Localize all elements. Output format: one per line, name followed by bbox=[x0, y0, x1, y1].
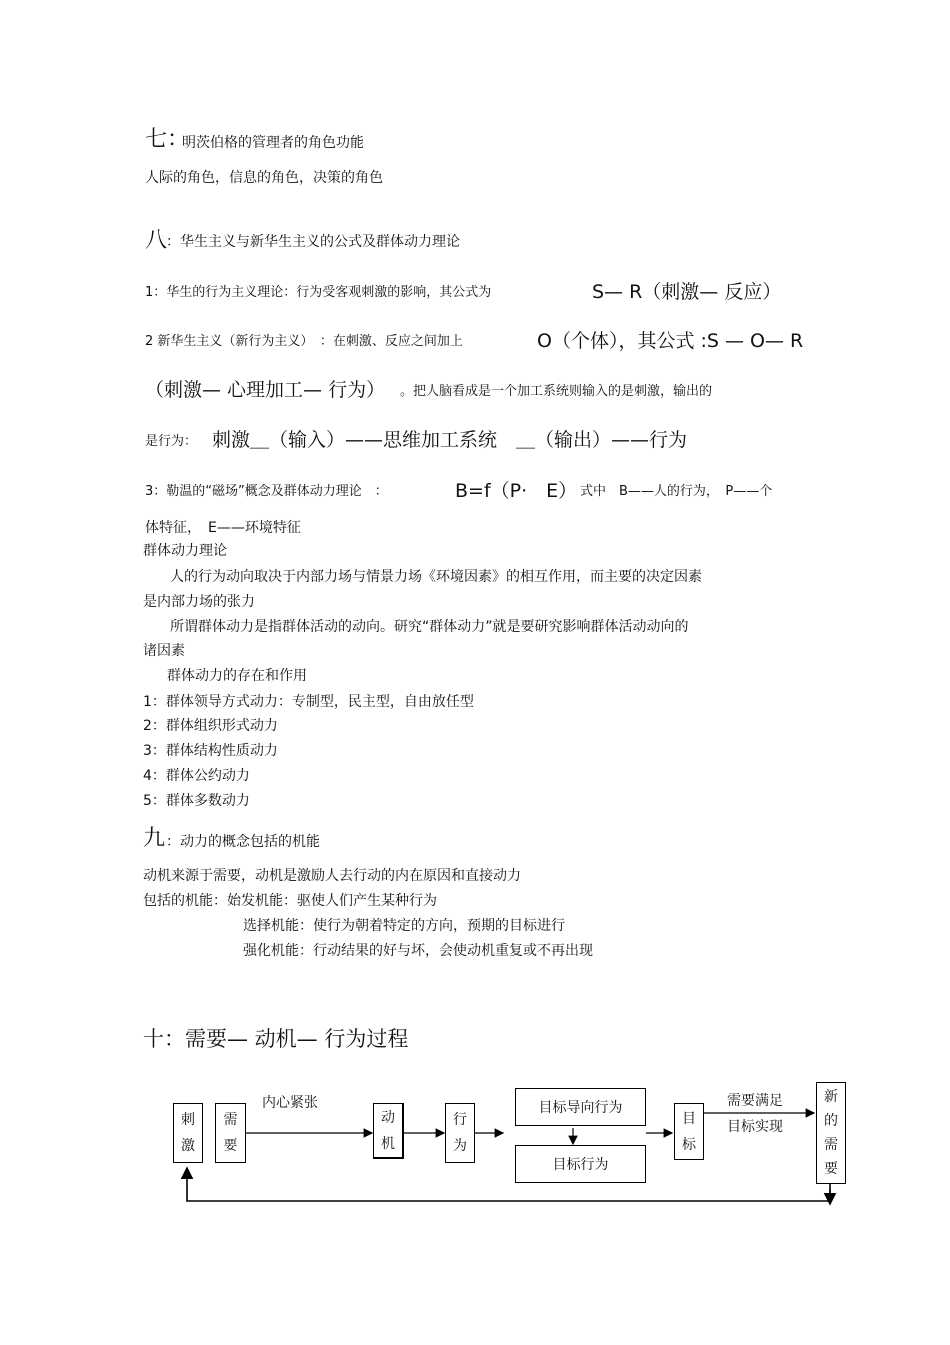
goal-directed-behavior-box bbox=[515, 1088, 646, 1126]
neo-watson-explanation: 。把人脑看成是一个加工系统则输入的是刺激，输出的 bbox=[400, 384, 713, 399]
goal-behavior-box bbox=[515, 1145, 646, 1183]
new-need-box bbox=[816, 1082, 846, 1184]
list-item: 1：群体领导方式动力：专制型，民主型，自由放任型 bbox=[143, 694, 474, 710]
stimulus-char: 刺 bbox=[181, 1112, 195, 1128]
list-item: 3：群体结构性质动力 bbox=[143, 743, 278, 759]
group-dynamics-para2-line1: 所谓群体动力是指群体活动的动向。研究“群体动力”就是要研究影响群体活动动向的 bbox=[170, 619, 689, 635]
section-9-number: 九 bbox=[143, 826, 166, 851]
group-dynamics-para1-line1: 人的行为动向取决于内部力场与情景力场《环境因素》的相互作用，而主要的决定因素 bbox=[170, 569, 702, 585]
goal-behavior-label: 目标行为 bbox=[552, 1157, 609, 1173]
need-char: 需 bbox=[223, 1112, 238, 1128]
need-satisfied-label: 需要满足 bbox=[727, 1093, 783, 1109]
section-9-title: ：动力的概念包括的机能 bbox=[166, 834, 320, 850]
section-10-title: 十：需要— 动机— 行为过程 bbox=[143, 1027, 409, 1051]
group-dynamics-subtitle: 群体动力的存在和作用 bbox=[167, 668, 307, 684]
group-dynamics-para1-line2: 是内部力场的张力 bbox=[143, 594, 255, 610]
lewin-formula: B=f（P· E） bbox=[455, 480, 578, 502]
section-9-line1: 动机来源于需要，动机是激励人去行动的内在原因和直接动力 bbox=[143, 868, 521, 884]
motive-box bbox=[373, 1103, 404, 1159]
section-8-number: 八 bbox=[145, 228, 168, 253]
neo-watson-formula-meaning: （刺激— 心理加工— 行为） bbox=[145, 379, 386, 401]
list-item: 4：群体公约动力 bbox=[143, 768, 250, 784]
section-9-line4: 强化机能：行动结果的好与坏，会使动机重复或不再出现 bbox=[243, 943, 593, 959]
list-item: 2：群体组织形式动力 bbox=[143, 718, 278, 734]
new-need-char: 需 bbox=[824, 1137, 838, 1153]
goal-char: 标 bbox=[682, 1136, 696, 1153]
section-7-number: 七： bbox=[145, 127, 190, 152]
lewin-formula-legend-cont: 体特征， E——环境特征 bbox=[145, 520, 301, 536]
new-need-char: 要 bbox=[824, 1161, 838, 1177]
motive-char: 动 bbox=[381, 1109, 395, 1126]
behavior-box bbox=[445, 1103, 475, 1163]
behavior-char: 为 bbox=[453, 1138, 467, 1154]
watson-theory-text: 1：华生的行为主义理论：行为受客观刺激的影响，其公式为 bbox=[145, 285, 492, 300]
need-box bbox=[215, 1103, 246, 1163]
list-item: 5：群体多数动力 bbox=[143, 793, 250, 809]
goal-box bbox=[674, 1103, 704, 1160]
section-7-title: 明茨伯格的管理者的角色功能 bbox=[182, 135, 364, 151]
goal-achieved-label: 目标实现 bbox=[727, 1119, 783, 1135]
need-char: 要 bbox=[223, 1138, 238, 1154]
behavior-label: 是行为： bbox=[145, 434, 198, 449]
lewin-theory-text: 3：勒温的“磁场”概念及群体动力理论 ： bbox=[145, 484, 388, 499]
motive-char: 机 bbox=[381, 1135, 395, 1152]
processing-system-formula: 刺激＿（输入）——思维加工系统 ＿（输出）——行为 bbox=[212, 429, 688, 451]
group-dynamics-title: 群体动力理论 bbox=[143, 543, 227, 559]
behavior-char: 行 bbox=[453, 1112, 467, 1128]
feedback-loop-arrow bbox=[187, 1168, 830, 1201]
neo-watson-formula: O（个体），其公式 :S — O— R bbox=[537, 330, 804, 352]
neo-watson-text: 2 新华生主义（新行为主义） ：在刺激、反应之间加上 bbox=[145, 334, 463, 349]
section-8-title: ：华生主义与新华生主义的公式及群体动力理论 bbox=[166, 234, 460, 250]
new-need-char: 新 bbox=[824, 1089, 838, 1105]
stimulus-box bbox=[173, 1103, 203, 1163]
group-dynamics-para2-line2: 诸因素 bbox=[143, 643, 185, 659]
section-9-line2: 包括的机能：始发机能：驱使人们产生某种行为 bbox=[143, 893, 437, 909]
goal-directed-label: 目标导向行为 bbox=[538, 1100, 623, 1116]
lewin-formula-legend: 式中 B——人的行为， P——个 bbox=[580, 484, 773, 499]
goal-char: 目 bbox=[682, 1110, 696, 1127]
new-need-char: 的 bbox=[824, 1113, 838, 1129]
section-7-line: 人际的角色，信息的角色，决策的角色 bbox=[145, 170, 383, 186]
stimulus-char: 激 bbox=[181, 1138, 195, 1154]
section-9-line3: 选择机能：使行为朝着特定的方向，预期的目标进行 bbox=[243, 918, 565, 934]
tension-label: 内心紧张 bbox=[262, 1095, 318, 1111]
watson-formula: S— R（刺激— 反应） bbox=[592, 281, 782, 303]
